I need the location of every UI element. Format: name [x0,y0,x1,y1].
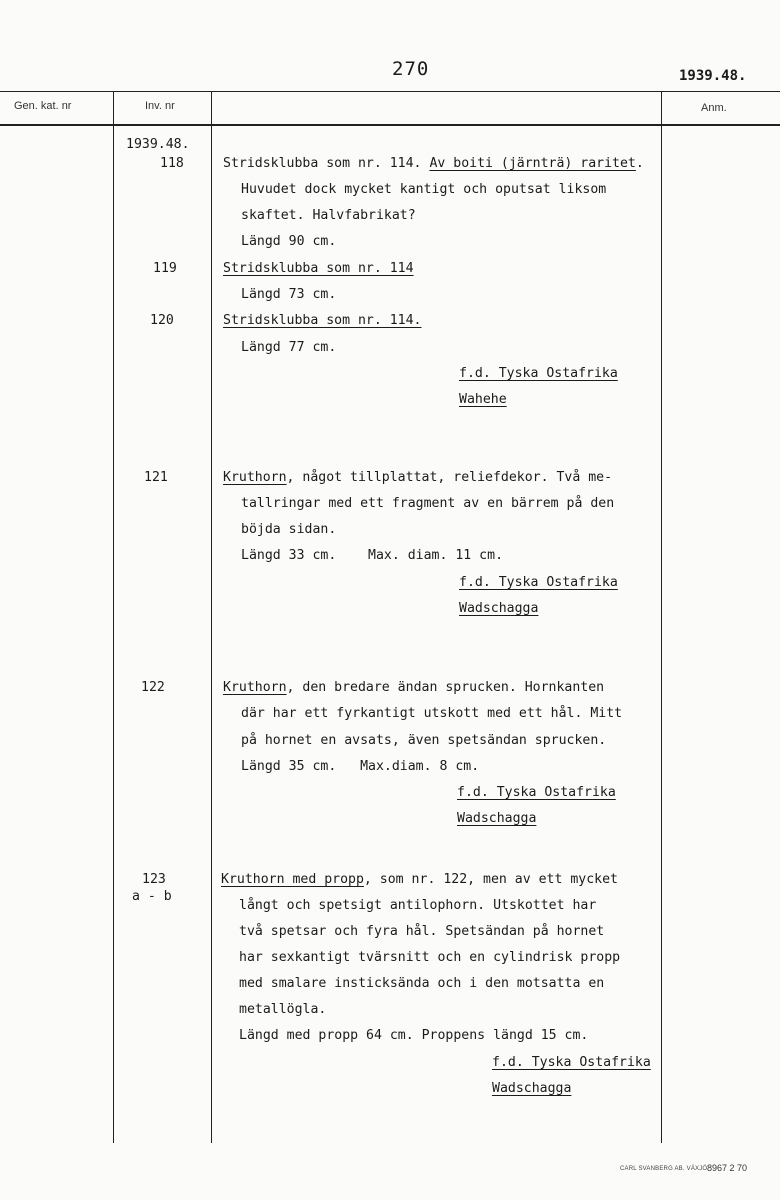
printer-imprint: CARL SVANBERG AB. VÄXJÖ [620,1166,708,1172]
entry-text-line: Huvudet dock mycket kantigt och oputsat liksom [241,182,607,197]
inv-number: 123 [142,872,166,887]
entry-text-line: metallögla. [239,1002,327,1017]
origin-tribe: Wadschagga [457,811,537,826]
entry-text-line: har sexkantigt tvärsnitt och en cylindrisk propp [239,950,621,965]
entry-text-line: böjda sidan. [241,522,337,537]
entry-title: Stridsklubba som nr. 114 [223,261,414,276]
origin-region: f.d. Tyska Ostafrika [459,575,618,590]
origin-region: f.d. Tyska Ostafrika [457,785,616,800]
column-divider-inv-text [211,91,212,1143]
entry-text-line: två spetsar och fyra hål. Spetsändan på hornet [239,924,605,939]
origin-tribe: Wadschagga [492,1081,572,1096]
column-header-inv-nr: Inv. nr [145,100,175,112]
origin-tribe: Wadschagga [459,601,539,616]
entry-text-line: Längd med propp 64 cm. Proppens längd 15 cm. [239,1028,589,1043]
entry-text-line: Kruthorn, något tillplattat, reliefdekor. Två me- [223,470,613,485]
entry-text-line: Längd 77 cm. [241,340,337,355]
origin-region: f.d. Tyska Ostafrika [459,366,618,381]
inv-number: 119 [153,261,177,276]
entry-text-line: Stridsklubba som nr. 114. Av boiti (järnträ) raritet. [223,156,644,171]
entry-text-line: Längd 90 cm. [241,234,337,249]
entry-text-line: långt och spetsigt antilophorn. Utskottet har [239,898,597,913]
form-code: 8967 2 70 [707,1163,748,1173]
entry-text-line: skaftet. Halvfabrikat? [241,208,416,223]
entry-text-line: där har ett fyrkantigt utskott med ett hål. Mitt [241,706,623,721]
column-header-anm: Anm. [701,102,727,114]
top-rule [0,91,780,92]
page-number: 270 [392,58,430,80]
inv-number: 118 [160,156,184,171]
entry-text-line: Längd 33 cm. Max. diam. 11 cm. [241,548,504,563]
column-divider-gen-inv [113,91,114,1143]
inv-number: 121 [144,470,168,485]
entry-text-line: Längd 73 cm. [241,287,337,302]
origin-tribe: Wahehe [459,392,507,407]
entry-text-line: med smalare insticksända och i den motsatta en [239,976,605,991]
entry-text-line: tallringar med ett fragment av en bärrem på den [241,496,615,511]
entry-text-line: Längd 35 cm. Max.diam. 8 cm. [241,759,480,774]
header-rule [0,124,780,126]
inv-number: 120 [150,313,174,328]
inventory-year-label: 1939.48. [126,137,190,152]
origin-region: f.d. Tyska Ostafrika [492,1055,651,1070]
column-header-gen-kat-nr: Gen. kat. nr [14,100,72,112]
inv-number: 122 [141,680,165,695]
entry-text-line: Kruthorn, den bredare ändan sprucken. Hornkanten [223,680,605,695]
entry-text-line: Kruthorn med propp, som nr. 122, men av ett mycket [221,872,618,887]
entry-text-line: på hornet en avsats, även spetsändan sprucken. [241,733,607,748]
accession-number-header: 1939.48. [679,68,747,84]
inv-subnumber: a - b [132,889,172,904]
entry-title: Stridsklubba som nr. 114. [223,313,422,328]
column-divider-text-anm [661,91,662,1143]
